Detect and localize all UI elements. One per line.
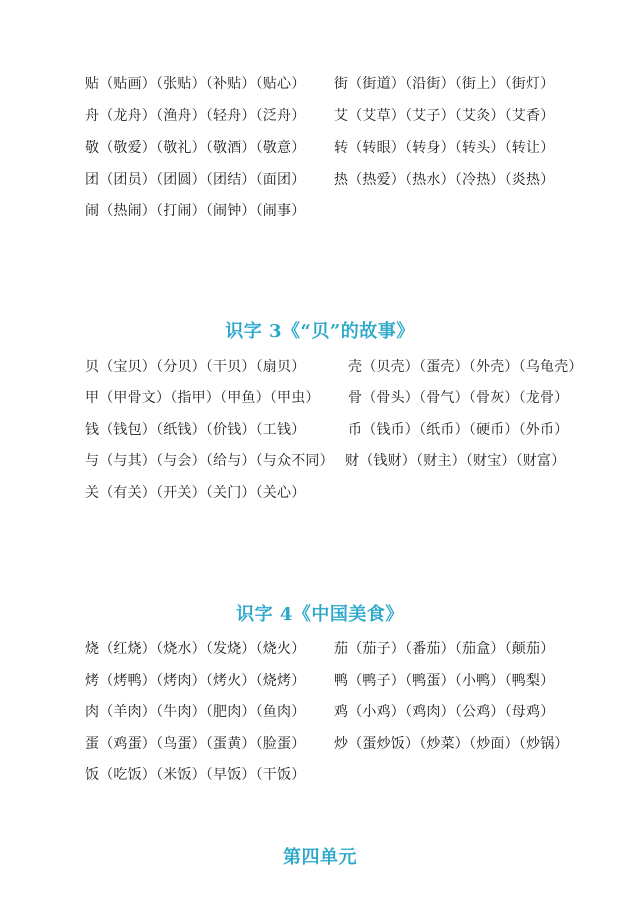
word-row: 钱（钱包）（纸钱）（价钱）（工钱） <box>85 422 306 438</box>
word-row: 贴（贴画）（张贴）（补贴）（贴心） <box>85 76 306 92</box>
word-row: 财（钱财）（财主）（财宝）（财富） <box>345 453 566 469</box>
word-row: 街（街道）（沿街）（街上）（街灯） <box>334 76 555 92</box>
word-row: 团（团员）（团圆）（团结）（面团） <box>85 172 306 188</box>
word-row: 烧（红烧）（烧水）（发烧）（烧火） <box>85 641 306 657</box>
section-2-title: 识字 3《“贝”的故事》 <box>225 321 415 342</box>
word-row: 炒（蛋炒饭）（炒菜）（炒面）（炒锅） <box>334 736 569 752</box>
word-row: 饭（吃饭）（米饭）（早饭）（干饭） <box>85 767 306 783</box>
unit-title: 第四单元 <box>283 847 357 868</box>
word-row: 艾（艾草）（艾子）（艾灸）（艾香） <box>334 108 555 124</box>
section-3-title: 识字 4《中国美食》 <box>236 604 404 625</box>
word-row: 转（转眼）（转身）（转头）（转让） <box>334 140 555 156</box>
word-row: 甲（甲骨文）（指甲）（甲鱼）（甲虫） <box>85 390 320 406</box>
word-row: 骨（骨头）（骨气）（骨灰）（龙骨） <box>348 390 569 406</box>
word-row: 舟（龙舟）（渔舟）（轻舟）（泛舟） <box>85 108 306 124</box>
word-row: 币（钱币）（纸币）（硬币）（外币） <box>348 422 569 438</box>
word-row: 鸭（鸭子）（鸭蛋）（小鸭）（鸭梨） <box>334 673 555 689</box>
word-row: 烤（烤鸭）（烤肉）（烤火）（烧烤） <box>85 673 306 689</box>
word-row: 与（与其）（与会）（给与）（与众不同） <box>85 453 334 469</box>
word-row: 闹（热闹）（打闹）（闹钟）（闹事） <box>85 203 306 219</box>
word-row: 贝（宝贝）（分贝）（干贝）（扇贝） <box>85 359 306 375</box>
word-row: 茄（茄子）（番茄）（茄盒）（颠茄） <box>334 641 555 657</box>
word-row: 热（热爱）（热水）（冷热）（炎热） <box>334 172 555 188</box>
word-row: 鸡（小鸡）（鸡肉）（公鸡）（母鸡） <box>334 704 555 720</box>
word-row: 肉（羊肉）（牛肉）（肥肉）（鱼肉） <box>85 704 306 720</box>
word-row: 关（有关）（开关）（关门）（关心） <box>85 485 306 501</box>
word-row: 壳（贝壳）（蛋壳）（外壳）（乌龟壳） <box>348 359 583 375</box>
word-row: 敬（敬爱）（敬礼）（敬酒）（敬意） <box>85 140 306 156</box>
word-row: 蛋（鸡蛋）（鸟蛋）（蛋黄）（脸蛋） <box>85 736 306 752</box>
